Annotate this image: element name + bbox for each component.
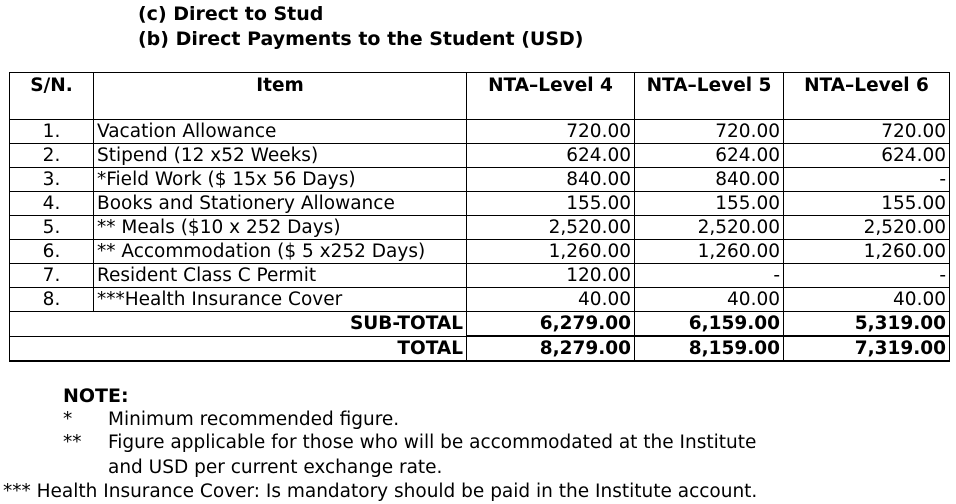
row-sn: 6. (10, 240, 94, 264)
row-item: *Field Work ($ 15x 56 Days) (94, 168, 467, 192)
table-row (10, 288, 950, 312)
row-level-6: 155.00 (784, 192, 950, 216)
table-row (10, 168, 950, 192)
subtotal-level-4: 6,279.00 (467, 312, 635, 337)
table-row (10, 240, 950, 264)
row-level-6: 1,260.00 (784, 240, 950, 264)
table-row (10, 144, 950, 168)
row-level-4: 624.00 (467, 144, 635, 168)
row-sn: 3. (10, 168, 94, 192)
row-level-5: 1,260.00 (635, 240, 784, 264)
table-row (10, 192, 950, 216)
row-item: ** Meals ($10 x 252 Days) (94, 216, 467, 240)
section-heading-b: (b) Direct Payments to the Student (USD) (138, 28, 584, 50)
row-sn: 2. (10, 144, 94, 168)
note-mark: * (63, 409, 73, 430)
column-header-level-6: NTA–Level 6 (784, 73, 950, 120)
row-level-4: 840.00 (467, 168, 635, 192)
note-mark: ** (63, 432, 82, 453)
payments-table (9, 72, 950, 362)
row-level-6: 40.00 (784, 288, 950, 312)
note-text: Minimum recommended figure. (108, 409, 400, 430)
total-row (10, 336, 950, 361)
row-level-5: - (635, 264, 784, 288)
row-item: ** Accommodation ($ 5 x252 Days) (94, 240, 467, 264)
row-level-4: 1,260.00 (467, 240, 635, 264)
row-level-5: 840.00 (635, 168, 784, 192)
table-row (10, 264, 950, 288)
row-item: Resident Class C Permit (94, 264, 467, 288)
row-level-6: 624.00 (784, 144, 950, 168)
note-text: Figure applicable for those who will be accommodated at the Institute (108, 432, 757, 453)
subtotal-level-6: 5,319.00 (784, 312, 950, 337)
row-sn: 7. (10, 264, 94, 288)
row-level-5: 155.00 (635, 192, 784, 216)
row-sn: 8. (10, 288, 94, 312)
table-row (10, 216, 950, 240)
row-level-4: 155.00 (467, 192, 635, 216)
row-item: Books and Stationery Allowance (94, 192, 467, 216)
total-level-4: 8,279.00 (467, 336, 635, 361)
row-item: Stipend (12 x52 Weeks) (94, 144, 467, 168)
note-text: and USD per current exchange rate. (108, 457, 443, 478)
note-item-continued (108, 457, 442, 479)
total-level-5: 8,159.00 (635, 336, 784, 361)
note-footer: *** Health Insurance Cover: Is mandatory should be paid in the Institute account. (3, 481, 758, 502)
column-header-level-4: NTA–Level 4 (467, 73, 635, 120)
column-header-sn: S/N. (10, 73, 94, 120)
row-level-6: 720.00 (784, 120, 950, 144)
row-level-5: 624.00 (635, 144, 784, 168)
row-level-5: 2,520.00 (635, 216, 784, 240)
row-sn: 4. (10, 192, 94, 216)
table-header-row (10, 73, 950, 120)
row-level-4: 720.00 (467, 120, 635, 144)
table-row (10, 120, 950, 144)
row-level-4: 40.00 (467, 288, 635, 312)
row-item: ***Health Insurance Cover (94, 288, 467, 312)
total-label: TOTAL (10, 336, 467, 361)
column-header-item: Item (94, 73, 467, 120)
row-level-6: - (784, 168, 950, 192)
subtotal-row (10, 312, 950, 337)
row-level-5: 720.00 (635, 120, 784, 144)
row-sn: 1. (10, 120, 94, 144)
section-heading-c: (c) Direct to Stud (138, 3, 324, 25)
row-level-4: 2,520.00 (467, 216, 635, 240)
subtotal-level-5: 6,159.00 (635, 312, 784, 337)
column-header-level-5 (635, 73, 784, 120)
row-level-5: 40.00 (635, 288, 784, 312)
row-sn: 5. (10, 216, 94, 240)
total-level-6: 7,319.00 (784, 336, 950, 361)
note-title: NOTE: (63, 385, 129, 407)
subtotal-label: SUB-TOTAL (10, 312, 467, 337)
row-level-4: 120.00 (467, 264, 635, 288)
row-level-6: 2,520.00 (784, 216, 950, 240)
row-level-6: - (784, 264, 950, 288)
row-item: Vacation Allowance (94, 120, 467, 144)
column-header-level-5-text: NTA–Level 5 (646, 75, 772, 96)
